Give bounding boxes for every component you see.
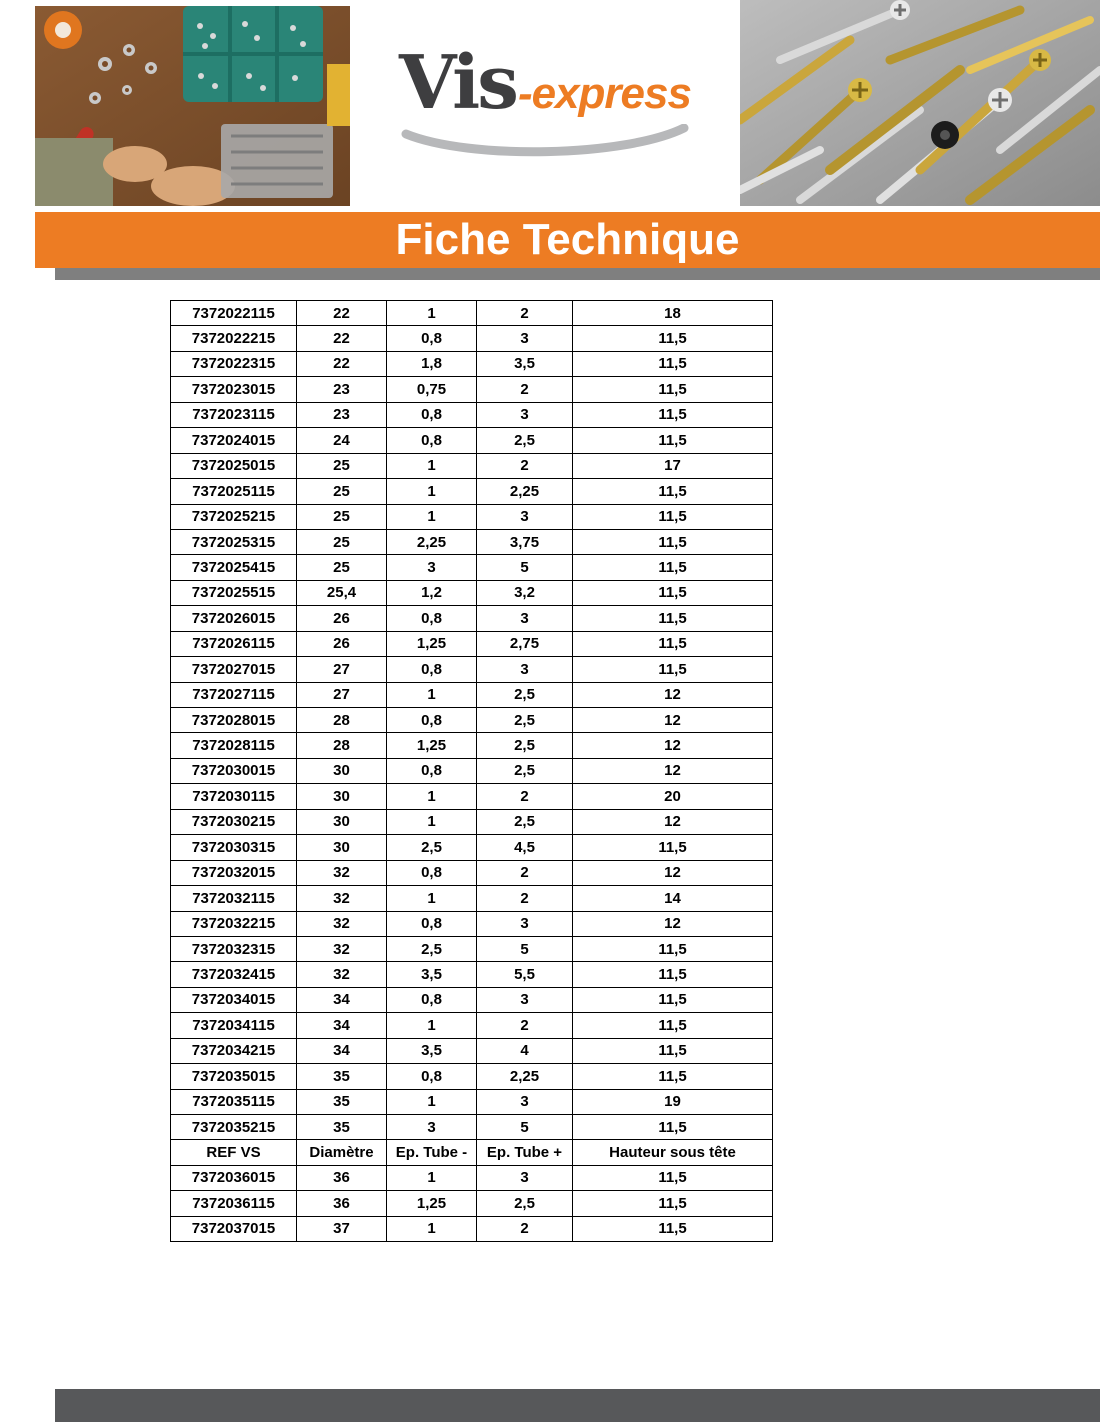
table-cell: 12 — [573, 682, 773, 707]
table-cell: 3,5 — [477, 351, 573, 376]
table-cell: 25 — [297, 555, 387, 580]
table-cell: 7372030315 — [171, 835, 297, 860]
table-row — [171, 453, 773, 478]
table-cell: 12 — [573, 809, 773, 834]
table-cell: 7372030015 — [171, 758, 297, 783]
table-cell: 3 — [477, 326, 573, 351]
table-cell: 7372023015 — [171, 377, 297, 402]
table-cell: 2 — [477, 453, 573, 478]
table-cell: 11,5 — [573, 657, 773, 682]
table-cell: 30 — [297, 809, 387, 834]
table-cell: 11,5 — [573, 580, 773, 605]
table-cell: 11,5 — [573, 479, 773, 504]
table-cell: 1 — [387, 886, 477, 911]
table-row — [171, 962, 773, 987]
table-row — [171, 555, 773, 580]
table-cell: 2 — [477, 1013, 573, 1038]
table-row — [171, 1115, 773, 1140]
table-cell: 1 — [387, 1165, 477, 1190]
screws-photo — [740, 0, 1100, 206]
table-cell: 7372023115 — [171, 402, 297, 427]
table-row — [171, 1064, 773, 1089]
table-cell: 3,5 — [387, 962, 477, 987]
table-row — [171, 326, 773, 351]
brand-suffix: -express — [517, 69, 691, 118]
table-cell: 35 — [297, 1089, 387, 1114]
table-cell: 19 — [573, 1089, 773, 1114]
table-cell: 7372036015 — [171, 1165, 297, 1190]
table-cell: 32 — [297, 886, 387, 911]
table-cell: 2,5 — [387, 835, 477, 860]
table-cell: 7372025415 — [171, 555, 297, 580]
table-cell: 26 — [297, 631, 387, 656]
table-cell: 11,5 — [573, 1216, 773, 1241]
table-cell: 11,5 — [573, 428, 773, 453]
table-cell: 7372032415 — [171, 962, 297, 987]
spec-table-body — [171, 301, 773, 1242]
table-cell: 11,5 — [573, 402, 773, 427]
table-cell: 2,5 — [477, 708, 573, 733]
table-cell: 35 — [297, 1064, 387, 1089]
table-cell: 3 — [477, 402, 573, 427]
table-cell: 11,5 — [573, 1038, 773, 1063]
table-cell: 1 — [387, 453, 477, 478]
table-cell: 2,25 — [477, 1064, 573, 1089]
table-cell: 7372036115 — [171, 1191, 297, 1216]
table-row — [171, 1216, 773, 1241]
table-row — [171, 1089, 773, 1114]
table-cell: 0,8 — [387, 860, 477, 885]
table-cell: 25 — [297, 504, 387, 529]
table-cell: 7372024015 — [171, 428, 297, 453]
table-cell: 3 — [477, 1089, 573, 1114]
table-cell: 2 — [477, 886, 573, 911]
title-banner — [35, 212, 1100, 268]
table-row — [171, 428, 773, 453]
table-row — [171, 886, 773, 911]
table-cell: 20 — [573, 784, 773, 809]
table-cell: 7372035115 — [171, 1089, 297, 1114]
workbench-photo — [35, 6, 350, 206]
table-cell: 1 — [387, 809, 477, 834]
table-cell: 1,8 — [387, 351, 477, 376]
table-cell: 3 — [477, 1165, 573, 1190]
table-cell: 2,75 — [477, 631, 573, 656]
table-row — [171, 1013, 773, 1038]
table-cell: 7372035015 — [171, 1064, 297, 1089]
table-cell: 2,5 — [477, 809, 573, 834]
table-cell: 30 — [297, 758, 387, 783]
table-cell: 28 — [297, 708, 387, 733]
table-cell: 25,4 — [297, 580, 387, 605]
table-cell: 7372025115 — [171, 479, 297, 504]
table-cell: 1,25 — [387, 1191, 477, 1216]
table-cell: 24 — [297, 428, 387, 453]
table-cell: 7372032015 — [171, 860, 297, 885]
table-cell: 36 — [297, 1165, 387, 1190]
table-cell: 30 — [297, 784, 387, 809]
table-row — [171, 351, 773, 376]
table-row — [171, 402, 773, 427]
brand-logo — [352, 0, 738, 206]
table-cell: 7372032215 — [171, 911, 297, 936]
table-cell: 7372027015 — [171, 657, 297, 682]
table-cell: 2 — [477, 860, 573, 885]
table-row — [171, 708, 773, 733]
table-cell: 3 — [387, 1115, 477, 1140]
table-row — [171, 580, 773, 605]
table-cell: 17 — [573, 453, 773, 478]
table-cell: 22 — [297, 301, 387, 326]
table-row — [171, 1038, 773, 1063]
table-cell: 32 — [297, 911, 387, 936]
table-cell: 34 — [297, 987, 387, 1012]
table-row — [171, 758, 773, 783]
table-cell: 23 — [297, 402, 387, 427]
table-cell: 1 — [387, 1216, 477, 1241]
table-cell: 32 — [297, 962, 387, 987]
table-header-cell: Diamètre — [297, 1140, 387, 1165]
page-title: Fiche Technique — [395, 215, 740, 264]
table-row — [171, 936, 773, 961]
table-cell: 2 — [477, 301, 573, 326]
table-cell: 3,5 — [387, 1038, 477, 1063]
table-cell: 7372025015 — [171, 453, 297, 478]
table-row — [171, 987, 773, 1012]
table-cell: 3 — [477, 987, 573, 1012]
table-cell: 5 — [477, 936, 573, 961]
table-cell: 2 — [477, 784, 573, 809]
table-cell: 1 — [387, 504, 477, 529]
table-cell: 36 — [297, 1191, 387, 1216]
table-cell: 22 — [297, 351, 387, 376]
table-cell: 2 — [477, 377, 573, 402]
table-row — [171, 733, 773, 758]
table-cell: 2,25 — [477, 479, 573, 504]
table-cell: 7372030115 — [171, 784, 297, 809]
table-cell: 11,5 — [573, 1191, 773, 1216]
table-cell: 11,5 — [573, 555, 773, 580]
table-row — [171, 682, 773, 707]
table-cell: 7372025515 — [171, 580, 297, 605]
table-cell: 5,5 — [477, 962, 573, 987]
table-cell: 11,5 — [573, 962, 773, 987]
table-cell: 11,5 — [573, 1165, 773, 1190]
table-row — [171, 301, 773, 326]
table-cell: 7372028115 — [171, 733, 297, 758]
table-cell: 34 — [297, 1013, 387, 1038]
table-cell: 3,2 — [477, 580, 573, 605]
table-cell: 7372034215 — [171, 1038, 297, 1063]
table-cell: 12 — [573, 708, 773, 733]
table-cell: 37 — [297, 1216, 387, 1241]
table-cell: 2,5 — [477, 1191, 573, 1216]
table-cell: 12 — [573, 758, 773, 783]
table-cell: 18 — [573, 301, 773, 326]
footer-bar — [55, 1389, 1100, 1422]
table-cell: 2,5 — [477, 758, 573, 783]
table-cell: 1 — [387, 479, 477, 504]
table-cell: 34 — [297, 1038, 387, 1063]
table-cell: 1 — [387, 784, 477, 809]
table-cell: 1,2 — [387, 580, 477, 605]
table-cell: 7372034015 — [171, 987, 297, 1012]
table-cell: 2,5 — [477, 733, 573, 758]
table-cell: 11,5 — [573, 377, 773, 402]
table-cell: 11,5 — [573, 1013, 773, 1038]
table-cell: 30 — [297, 835, 387, 860]
table-cell: 7372032315 — [171, 936, 297, 961]
table-cell: 23 — [297, 377, 387, 402]
table-row — [171, 377, 773, 402]
table-cell: 7372028015 — [171, 708, 297, 733]
table-cell: 7372037015 — [171, 1216, 297, 1241]
table-cell: 11,5 — [573, 351, 773, 376]
table-cell: 0,8 — [387, 1064, 477, 1089]
table-cell: 0,8 — [387, 606, 477, 631]
table-cell: 5 — [477, 555, 573, 580]
table-cell: 27 — [297, 682, 387, 707]
table-cell: 32 — [297, 936, 387, 961]
table-cell: 11,5 — [573, 631, 773, 656]
logo-swoosh — [400, 124, 690, 160]
table-cell: 2,5 — [477, 428, 573, 453]
table-row — [171, 657, 773, 682]
table-cell: 3 — [477, 606, 573, 631]
banner-shadow-strip — [55, 268, 1100, 280]
table-cell: 1 — [387, 1089, 477, 1114]
table-row — [171, 835, 773, 860]
table-cell: 28 — [297, 733, 387, 758]
table-cell: 3 — [477, 911, 573, 936]
table-row — [171, 860, 773, 885]
screws-photo-art — [740, 0, 1100, 206]
table-cell: 0,8 — [387, 758, 477, 783]
table-cell: 1 — [387, 682, 477, 707]
table-row — [171, 911, 773, 936]
table-cell: 32 — [297, 860, 387, 885]
table-row — [171, 606, 773, 631]
table-cell: 2,5 — [387, 936, 477, 961]
table-cell: 0,8 — [387, 657, 477, 682]
table-cell: 2,5 — [477, 682, 573, 707]
table-cell: 7372027115 — [171, 682, 297, 707]
table-cell: 1 — [387, 1013, 477, 1038]
table-cell: 7372026015 — [171, 606, 297, 631]
table-cell: 25 — [297, 453, 387, 478]
workbench-photo-art — [35, 6, 350, 206]
table-cell: 3 — [387, 555, 477, 580]
table-cell: 11,5 — [573, 1115, 773, 1140]
table-header-cell: Ep. Tube + — [477, 1140, 573, 1165]
table-row — [171, 529, 773, 554]
table-cell: 7372025315 — [171, 529, 297, 554]
table-cell: 35 — [297, 1115, 387, 1140]
table-header-cell: Hauteur sous tête — [573, 1140, 773, 1165]
table-cell: 7372026115 — [171, 631, 297, 656]
table-row — [171, 809, 773, 834]
table-row — [171, 1191, 773, 1216]
table-cell: 12 — [573, 860, 773, 885]
table-cell: 27 — [297, 657, 387, 682]
table-cell: 11,5 — [573, 936, 773, 961]
table-cell: 0,8 — [387, 428, 477, 453]
table-cell: 11,5 — [573, 1064, 773, 1089]
table-cell: 3,75 — [477, 529, 573, 554]
table-cell: 1,25 — [387, 733, 477, 758]
table-cell: 7372025215 — [171, 504, 297, 529]
page-header — [0, 0, 1100, 212]
table-container — [170, 300, 772, 1242]
table-cell: 7372032115 — [171, 886, 297, 911]
table-cell: 11,5 — [573, 504, 773, 529]
table-cell: 25 — [297, 479, 387, 504]
table-cell: 1,25 — [387, 631, 477, 656]
brand-name: Vis — [399, 40, 516, 126]
table-cell: 11,5 — [573, 606, 773, 631]
table-cell: 14 — [573, 886, 773, 911]
table-cell: 4,5 — [477, 835, 573, 860]
table-cell: 25 — [297, 529, 387, 554]
table-cell: 0,8 — [387, 326, 477, 351]
table-cell: 11,5 — [573, 529, 773, 554]
table-cell: 0,8 — [387, 911, 477, 936]
table-header-cell: REF VS — [171, 1140, 297, 1165]
table-cell: 11,5 — [573, 987, 773, 1012]
table-row — [171, 479, 773, 504]
table-cell: 0,75 — [387, 377, 477, 402]
brand-logo-text — [399, 40, 691, 126]
table-cell: 7372034115 — [171, 1013, 297, 1038]
table-row — [171, 784, 773, 809]
table-cell: 11,5 — [573, 835, 773, 860]
table-cell: 7372022215 — [171, 326, 297, 351]
table-cell: 0,8 — [387, 402, 477, 427]
table-cell: 22 — [297, 326, 387, 351]
table-cell: 7372030215 — [171, 809, 297, 834]
table-cell: 4 — [477, 1038, 573, 1063]
table-cell: 3 — [477, 504, 573, 529]
table-row — [171, 504, 773, 529]
table-cell: 7372022315 — [171, 351, 297, 376]
table-cell: 3 — [477, 657, 573, 682]
table-row — [171, 1165, 773, 1190]
table-cell: 12 — [573, 733, 773, 758]
table-cell: 7372022115 — [171, 301, 297, 326]
table-cell: 5 — [477, 1115, 573, 1140]
table-cell: 0,8 — [387, 987, 477, 1012]
table-cell: 7372035215 — [171, 1115, 297, 1140]
table-cell: 12 — [573, 911, 773, 936]
table-cell: 2 — [477, 1216, 573, 1241]
table-cell: 1 — [387, 301, 477, 326]
table-cell: 2,25 — [387, 529, 477, 554]
spec-table — [170, 300, 773, 1242]
table-row — [171, 631, 773, 656]
table-cell: 11,5 — [573, 326, 773, 351]
table-header-row — [171, 1140, 773, 1165]
table-header-cell: Ep. Tube - — [387, 1140, 477, 1165]
table-cell: 0,8 — [387, 708, 477, 733]
table-cell: 26 — [297, 606, 387, 631]
